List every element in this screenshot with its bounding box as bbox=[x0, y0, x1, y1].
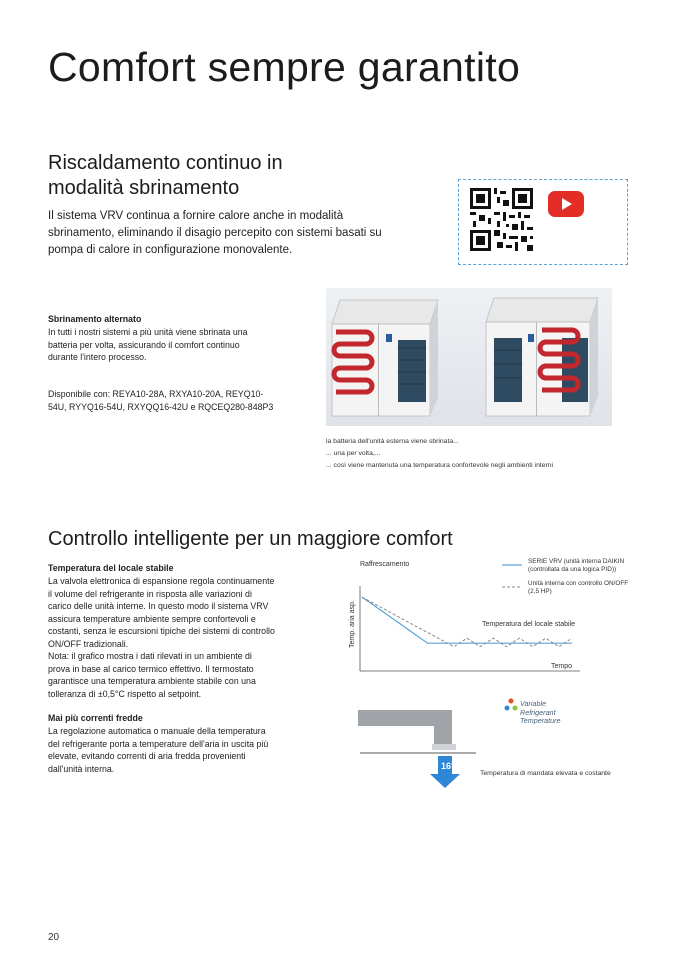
cold-draft-text: La regolazione automatica o manuale della temperatura del refrigerante porta a temperature dell'aria in uscita più elevate, evitando correnti di aria fredda provenienti dall'unità interna. bbox=[48, 726, 269, 774]
photo-captions bbox=[326, 436, 616, 472]
legend-vrv-label: SERIE VRV (unità interna DAIKIN (controllata da una logica PID)) bbox=[528, 558, 625, 573]
availability-text: Disponibile con: REYA10-28A, RXYA10-20A, REYQ10-54U, RYYQ16-54U, RXYQQ16-42U e RQCEQ280-848P3 bbox=[48, 389, 274, 412]
defrost-subheading: Sbrinamento alternato bbox=[48, 314, 142, 324]
caption-line-3: ... così viene mantenuta una temperatura confortevole negli ambienti interni bbox=[326, 462, 554, 469]
page-title: Comfort sempre garantito bbox=[48, 44, 521, 90]
vrt-line-2: Refrigerant bbox=[520, 707, 556, 717]
caption-line-1: la batteria dell'unità esterna viene sbrinata... bbox=[326, 438, 459, 445]
section1-heading-line2: modalità sbrinamento bbox=[48, 177, 240, 199]
legend-onoff-label: Unità interna con controllo ON/OFF (2,5 HP) bbox=[528, 580, 629, 595]
defrost-text: In tutti i nostri sistemi a più unità viene sbrinata una batteria per volta, assicurando il comfort continuo durante l'intero processo. bbox=[48, 327, 248, 363]
youtube-play-icon[interactable] bbox=[548, 191, 584, 217]
vrt-logo bbox=[504, 696, 624, 738]
page-number: 20 bbox=[48, 932, 60, 943]
vrt-line-3: Temperature bbox=[520, 716, 561, 726]
duct-temperature-label: 16° bbox=[441, 761, 455, 771]
outdoor-unit-right bbox=[486, 298, 598, 416]
section1-heading-line1: Riscaldamento continuo in bbox=[48, 152, 283, 174]
duct-shape bbox=[358, 710, 452, 748]
temperature-chart bbox=[340, 556, 640, 680]
qr-code-icon[interactable] bbox=[470, 188, 533, 251]
caption-line-2: ... una per volta,... bbox=[326, 450, 381, 457]
section2-heading: Controllo intelligente per un maggiore comfort bbox=[48, 528, 453, 550]
cold-draft-title: Mai più correnti fredde bbox=[48, 713, 143, 723]
stable-temp-note: Nota: il grafico mostra i dati rilevati in un ambiente di prova in base al carico termico effettivo. Il termostato garantisce una temperatura ambiente stabile con una tolleranza di ±0,5°C rispetto al setpoint. bbox=[48, 651, 256, 699]
vrt-logo-icon bbox=[504, 698, 518, 712]
outdoor-units-image bbox=[326, 288, 612, 426]
duct-illustration bbox=[358, 706, 478, 790]
outdoor-units-illustration bbox=[326, 288, 612, 426]
stable-temp-text: La valvola elettronica di espansione regola continuamente il volume del refrigerante in risposta alle variazioni di carico delle unità interne. In questo modo il sistema VRV assicura temperature ambiente sempre confortevoli e costanti, senza le escursioni tipiche dei sistemi di controllo ON/OFF tradizionali. bbox=[48, 576, 275, 649]
outdoor-unit-left bbox=[332, 300, 438, 416]
duct-caption: Temperatura di mandata elevata e costante bbox=[480, 770, 611, 777]
chart-x-label: Tempo bbox=[550, 663, 572, 670]
vrt-line-1: Variable bbox=[520, 699, 547, 708]
section1-heading bbox=[48, 151, 348, 201]
stable-temp-title: Temperatura del locale stabile bbox=[48, 563, 174, 573]
chart-annotation: Temperatura del locale stabile bbox=[482, 621, 575, 628]
section1-intro: Il sistema VRV continua a fornire calore anche in modalità sbrinamento, eliminando il disagio percepito con sistemi basati su pompa di calore in configurazione monovalente. bbox=[48, 210, 382, 256]
chart-title: Raffrescamento bbox=[360, 561, 410, 568]
chart-y-label: Temp. aria asp. bbox=[349, 600, 356, 648]
